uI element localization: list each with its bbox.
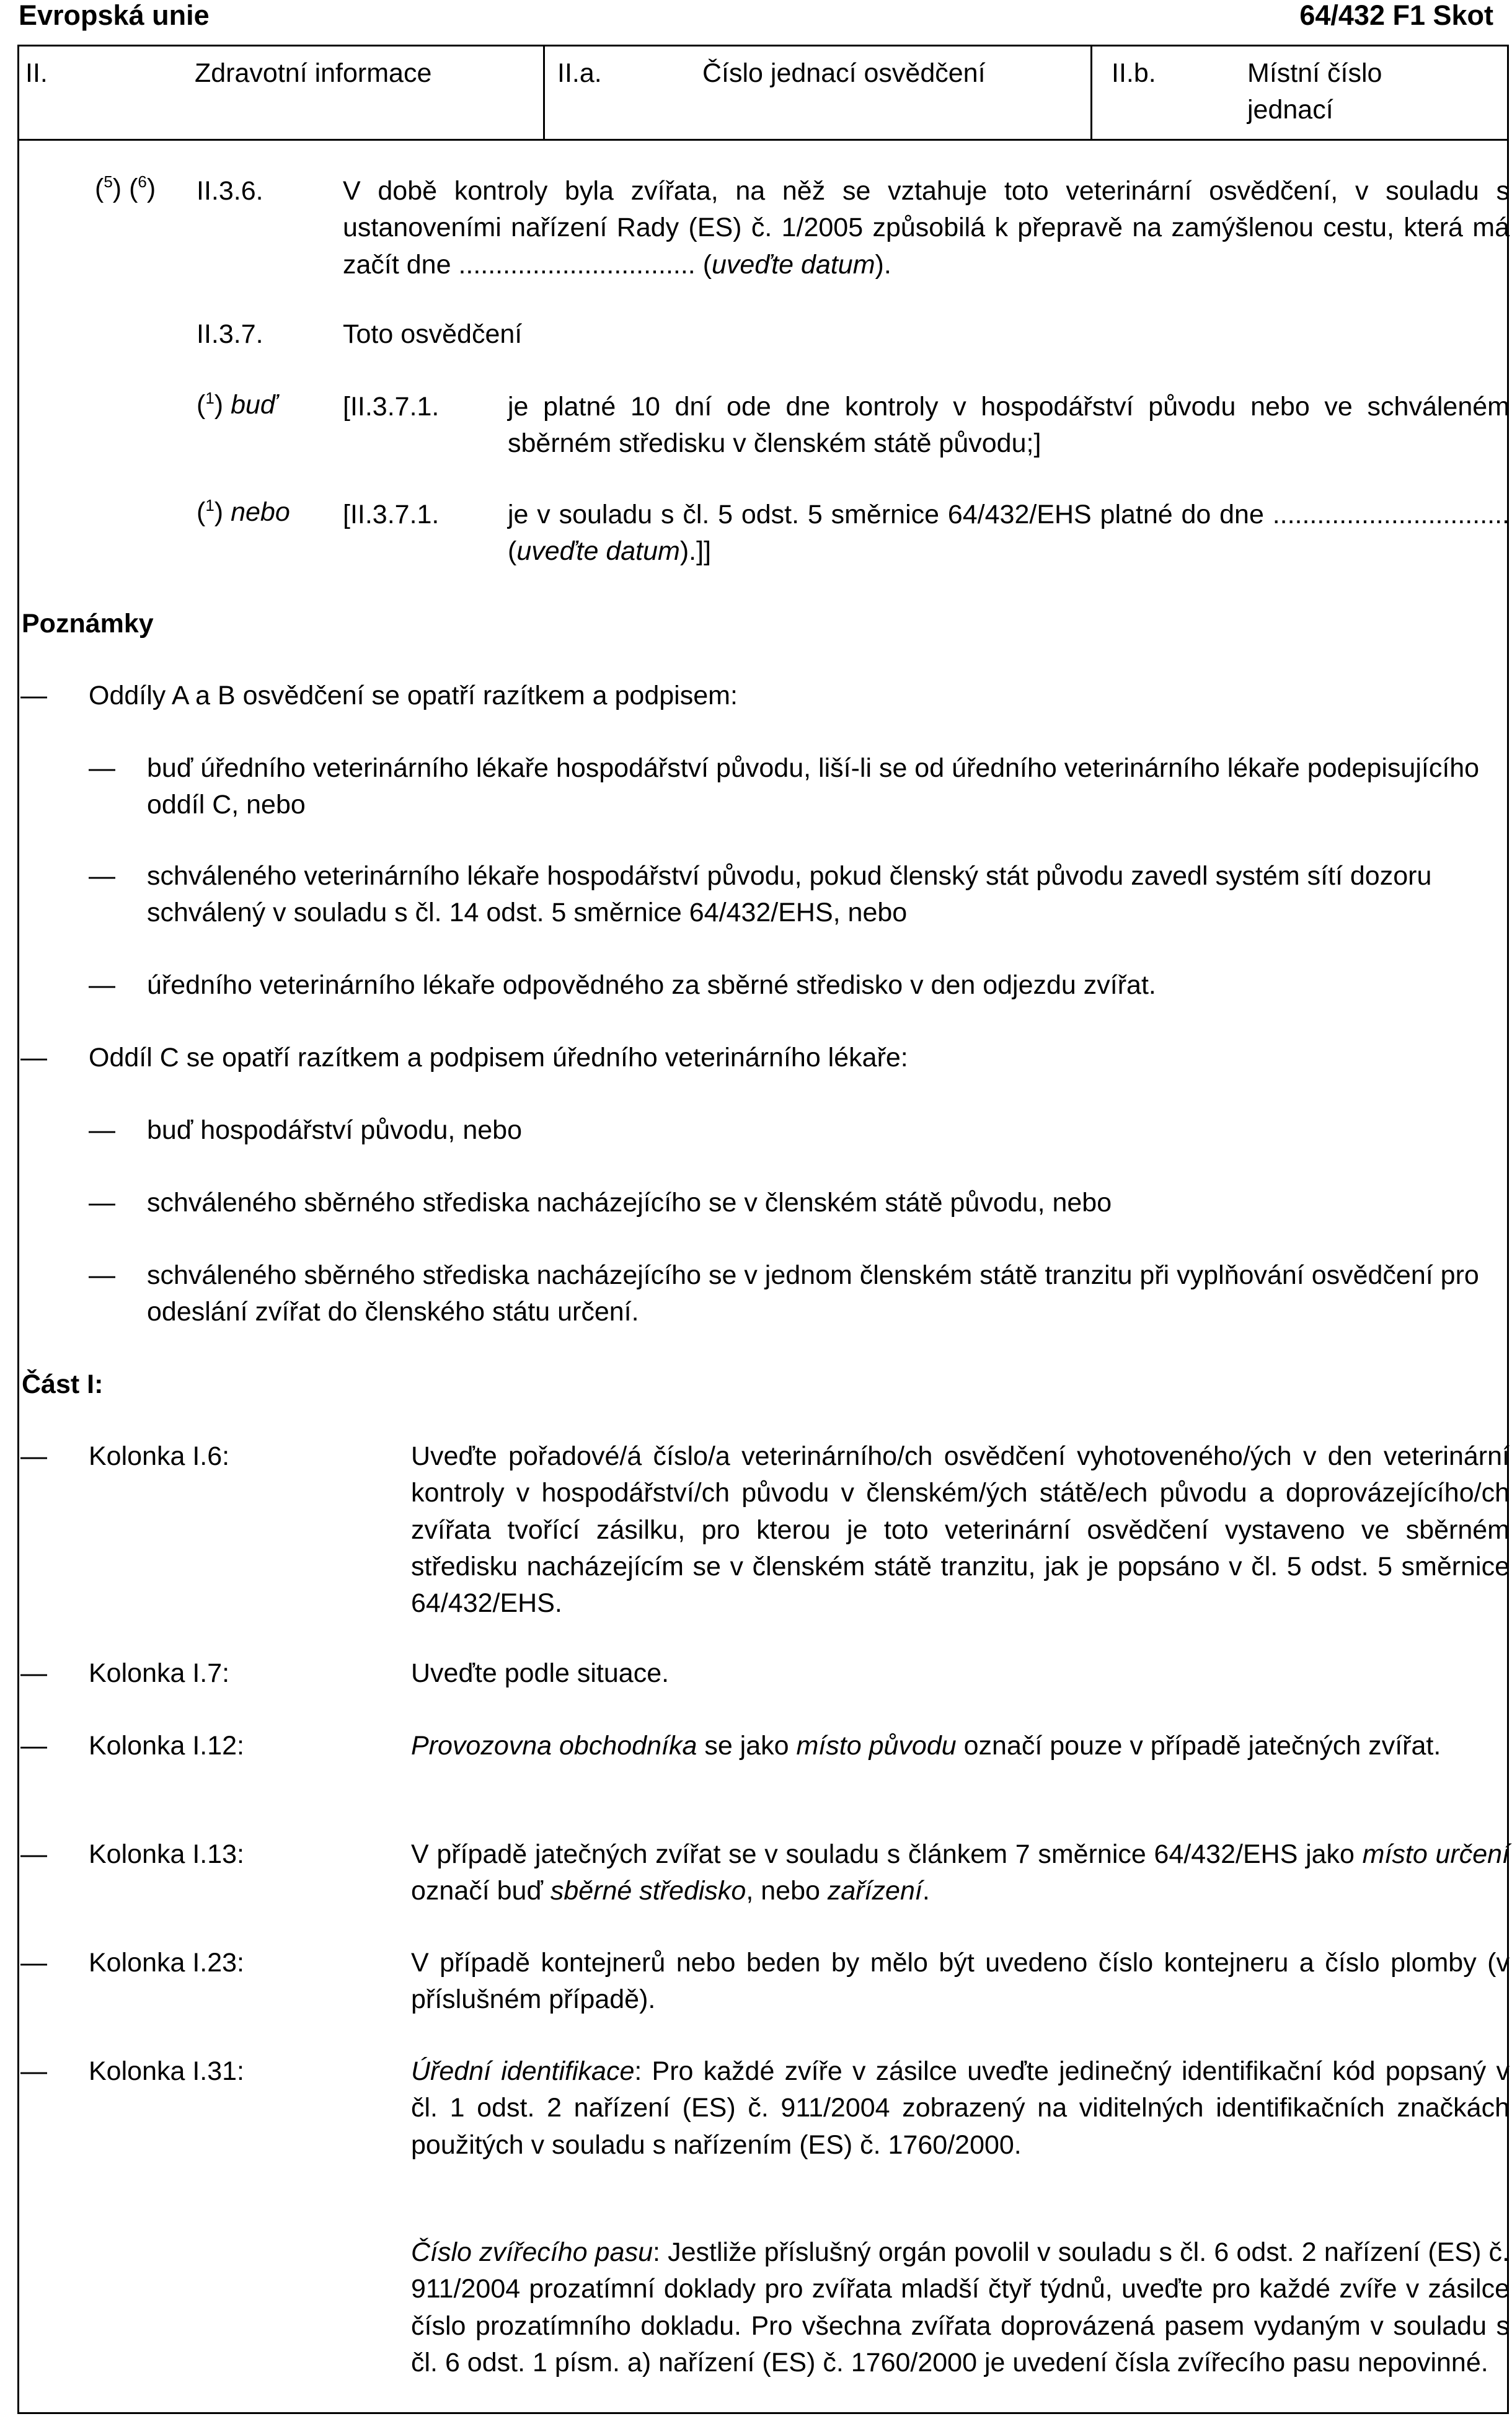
dash: — <box>20 2056 47 2086</box>
option-marker: ($^1$) buď <box>197 389 277 420</box>
section-number-237: II.3.7. <box>197 319 263 349</box>
header-cell-local-number <box>1092 46 1507 139</box>
box-label: Kolonka I.13: <box>89 1839 245 1869</box>
section-number-236: II.3.6. <box>197 176 263 206</box>
dash: — <box>20 1658 47 1688</box>
dash: — <box>20 681 47 710</box>
certificate-content <box>19 141 1510 2414</box>
note-subitem: schváleného veterinárního lékaře hospodářství původu, pokud členský stát původu zavedl systém sítí dozoru schválený v souladu s čl. 14 odst. 5 směrnice 64/432/EHS, nebo <box>147 861 1432 928</box>
option-text: je v souladu s čl. 5 odst. 5 směrnice 64/432/EHS platné do dne ................................ (uveďte datum).]] <box>508 500 1510 567</box>
header-number: II. <box>25 58 48 88</box>
dash: — <box>89 753 115 783</box>
header-label: Zdravotní informace <box>195 58 432 88</box>
dash: — <box>20 1441 47 1471</box>
box-label: Kolonka I.31: <box>89 2056 245 2086</box>
header-cell-health-info <box>19 46 545 139</box>
page-header-right: 64/432 F1 Skot <box>1299 0 1493 31</box>
dash: — <box>20 1948 47 1978</box>
note-text: Oddíly A a B osvědčení se opatří razítkem a podpisem: <box>89 681 738 710</box>
dash: — <box>20 1731 47 1761</box>
notes-heading: Poznámky <box>22 609 154 639</box>
certificate-frame <box>17 45 1509 2414</box>
dash: — <box>89 1115 115 1145</box>
part1-heading: Část I: <box>22 1369 104 1399</box>
box-text: V případě jatečných zvířat se v souladu s článkem 7 směrnice 64/432/EHS jako místo určení označí buď sběrné středisko, nebo zařízení. <box>411 1839 1510 1906</box>
dash: — <box>89 1188 115 1218</box>
header-label: Číslo jednací osvědčení <box>702 58 986 88</box>
box-text-identification: Úřední identifikace: Pro každé zvíře v zásilce uveďte jedinečný identifikační kód popsaný v čl. 1 odst. 2 nařízení (ES) č. 911/2004 zobrazený na viditelných identifikačních značkách použitých v souladu s nařízením (ES) č. 1760/2000. <box>411 2056 1510 2160</box>
dash: — <box>20 1839 47 1869</box>
option-number: [II.3.7.1. <box>343 392 440 422</box>
option-marker: ($^1$) nebo <box>197 496 290 527</box>
box-text: Uveďte pořadové/á číslo/a veterinárního/ch osvědčení vyhotoveného/ých v den veterinární kontroly v hospodářství/ch původu v členském/ých státě/ech původu a doprovázejícího/ch zvířata tvořící zásilku, pro kterou je toto veterinární osvědčení vystaveno ve sběrném středisku nacházejícím se v členském státě tranzitu, jak je popsáno v čl. 5 odst. 5 směrnice 64/432/EHS. <box>411 1441 1510 1619</box>
box-text: V případě kontejnerů nebo beden by mělo být uvedeno číslo kontejneru a číslo plomby (v příslušném případě). <box>411 1948 1510 2015</box>
dash: — <box>89 970 115 1000</box>
footnote-markers: ($^5$) ($^6$) <box>95 172 156 203</box>
note-subitem: buď úředního veterinárního lékaře hospodářství původu, liší-li se od úředního veterinárního lékaře podepisujícího oddíl C, nebo <box>147 753 1480 820</box>
option-text: je platné 10 dní ode dne kontroly v hospodářství původu nebo ve schváleném sběrném středisku v členském státě původu;] <box>508 392 1510 459</box>
box-label: Kolonka I.12: <box>89 1731 245 1761</box>
dash: — <box>20 1043 47 1072</box>
box-label: Kolonka I.23: <box>89 1948 245 1978</box>
dash: — <box>89 861 115 891</box>
section-text-237: Toto osvědčení <box>343 319 523 349</box>
option-number: [II.3.7.1. <box>343 500 440 529</box>
box-label: Kolonka I.6: <box>89 1441 230 1471</box>
section-text-236: V době kontroly byla zvířata, na něž se vztahuje toto veterinární osvědčení, v souladu s ustanoveními nařízení Rady (ES) č. 1/2005 způsobilá k přepravě na zamýšlenou cestu, která má začít dne ................................ (uveďte datum). <box>343 176 1510 280</box>
box-text: Uveďte podle situace. <box>411 1658 670 1688</box>
header-label: Místní číslo jednací <box>1247 58 1382 125</box>
note-subitem: schváleného sběrného střediska nacházejícího se v členském státě původu, nebo <box>147 1188 1112 1218</box>
note-subitem: buď hospodářství původu, nebo <box>147 1115 522 1145</box>
note-text: Oddíl C se opatří razítkem a podpisem úředního veterinárního lékaře: <box>89 1043 908 1072</box>
header-number: II.b. <box>1112 58 1156 88</box>
header-number: II.a. <box>557 58 602 88</box>
table-header-row <box>19 46 1507 141</box>
box-text: Provozovna obchodníka se jako místo původu označí pouze v případě jatečných zvířat. <box>411 1731 1441 1761</box>
box-label: Kolonka I.7: <box>89 1658 230 1688</box>
note-subitem: úředního veterinárního lékaře odpovědného za sběrné středisko v den odjezdu zvířat. <box>147 970 1156 1000</box>
note-subitem: schváleného sběrného střediska nacházejícího se v jednom členském státě tranzitu při vyplňování osvědčení pro odeslání zvířat do členského státu určení. <box>147 1260 1479 1327</box>
page-header-left: Evropská unie <box>19 0 210 31</box>
dash: — <box>89 1260 115 1290</box>
box-text-passport: Číslo zvířecího pasu: Jestliže příslušný orgán povolil v souladu s čl. 6 odst. 2 nařízení (ES) č. 911/2004 prozatímní doklady pro zvířata mladší čtyř týdnů, uveďte pro každé zvíře v zásilce číslo prozatímního dokladu. Pro všechna zvířata doprovázená pasem vydaným v souladu s čl. 6 odst. 1 písm. a) nařízení (ES) č. 1760/2000 je uvedení čísla zvířecího pasu nepovinné. <box>411 2237 1510 2377</box>
header-cell-reference-number <box>545 46 1092 139</box>
